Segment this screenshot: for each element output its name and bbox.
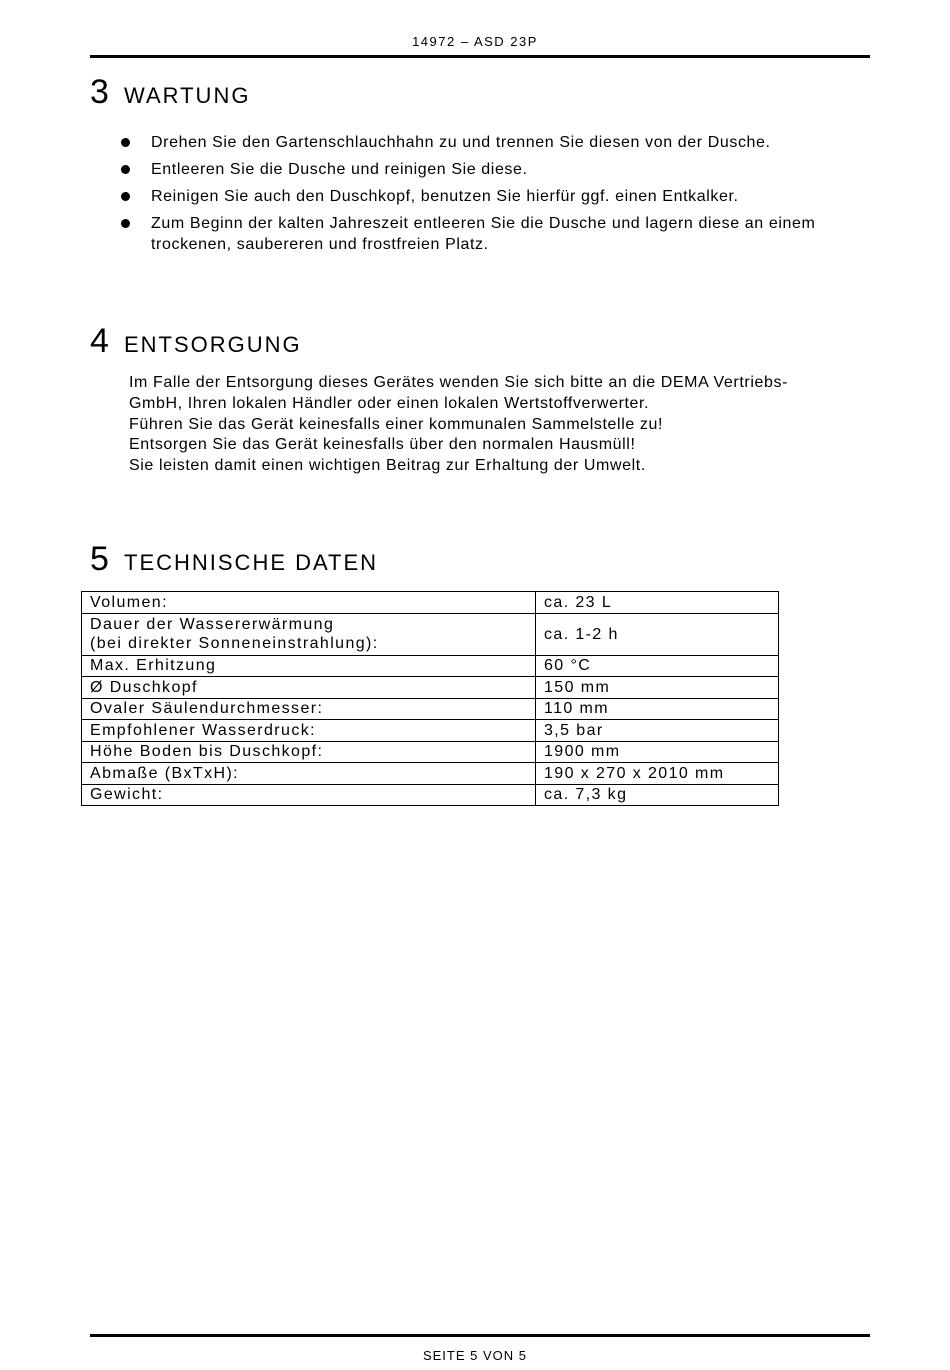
spec-label: [82, 613, 536, 655]
table-row: [82, 698, 779, 720]
spec-value: 1900 mm: [536, 741, 779, 763]
spec-value: ca. 23 L: [536, 592, 779, 614]
spec-label: Höhe Boden bis Duschkopf:: [82, 741, 536, 763]
bullet-icon: [121, 219, 130, 228]
spec-label: Ø Duschkopf: [82, 677, 536, 699]
table-row: [82, 655, 779, 677]
list-item-text: Drehen Sie den Gartenschlauchhahn zu und trennen Sie diesen von der Dusche.: [151, 134, 771, 151]
table-row: [82, 741, 779, 763]
spec-value: 190 x 270 x 2010 mm: [536, 763, 779, 785]
footer-rule: [90, 1334, 870, 1337]
spec-value: ca. 7,3 kg: [536, 784, 779, 806]
section-technische-daten-heading: [90, 540, 378, 579]
spec-value: ca. 1-2 h: [536, 613, 779, 655]
wartung-bullet-list: [118, 133, 858, 262]
list-item: [118, 214, 858, 255]
spec-label-line: Dauer der Wassererwärmung: [90, 616, 335, 633]
list-item: [118, 187, 858, 208]
spec-label: Gewicht:: [82, 784, 536, 806]
section-title: TECHNISCHE DATEN: [124, 550, 379, 575]
spec-label-line: (bei direkter Sonneneinstrahlung):: [90, 635, 379, 652]
spec-value: 3,5 bar: [536, 720, 779, 742]
table-row: [82, 613, 779, 655]
document-id-header: 14972 – ASD 23P: [412, 34, 538, 49]
spec-label: Max. Erhitzung: [82, 655, 536, 677]
header-rule: [90, 55, 870, 58]
paragraph-line: GmbH, Ihren lokalen Händler oder einen lokalen Wertstoffverwerter.: [129, 394, 650, 412]
table-row: [82, 592, 779, 614]
section-number: 3: [90, 73, 109, 111]
table-row: [82, 784, 779, 806]
spec-value: 60 °C: [536, 655, 779, 677]
bullet-icon: [121, 165, 130, 174]
bullet-icon: [121, 192, 130, 201]
section-wartung-heading: [90, 73, 250, 112]
bullet-icon: [121, 138, 130, 147]
list-item-text: Entleeren Sie die Dusche und reinigen Sie diese.: [151, 161, 528, 178]
list-item: [118, 160, 858, 181]
section-title: ENTSORGUNG: [124, 332, 302, 357]
spec-label: Empfohlener Wasserdruck:: [82, 720, 536, 742]
spec-label: Abmaße (BxTxH):: [82, 763, 536, 785]
section-number: 4: [90, 322, 109, 360]
paragraph-line: Entsorgen Sie das Gerät keinesfalls über den normalen Hausmüll!: [129, 436, 636, 454]
spec-label: Volumen:: [82, 592, 536, 614]
spec-label: Ovaler Säulendurchmesser:: [82, 698, 536, 720]
paragraph-line: Im Falle der Entsorgung dieses Gerätes wenden Sie sich bitte an die DEMA Vertriebs-: [129, 374, 788, 391]
table-row: [82, 763, 779, 785]
paragraph-line: Sie leisten damit einen wichtigen Beitrag zur Erhaltung der Umwelt.: [129, 457, 646, 475]
list-item-text: Zum Beginn der kalten Jahreszeit entleeren Sie die Dusche und lagern diese an einem trockenen, saubereren und frostfreien Platz.: [151, 215, 816, 253]
section-title: WARTUNG: [124, 83, 251, 108]
technical-data-table: [81, 591, 779, 806]
table-row: [82, 720, 779, 742]
spec-value: 110 mm: [536, 698, 779, 720]
list-item: [118, 133, 858, 154]
section-entsorgung-heading: [90, 322, 302, 361]
spec-value: 150 mm: [536, 677, 779, 699]
page-number-footer: SEITE 5 VON 5: [422, 1348, 528, 1363]
list-item-text: Reinigen Sie auch den Duschkopf, benutzen Sie hierfür ggf. einen Entkalker.: [151, 188, 739, 205]
table-row: [82, 677, 779, 699]
paragraph-line: Führen Sie das Gerät keinesfalls einer kommunalen Sammelstelle zu!: [129, 415, 664, 433]
section-number: 5: [90, 540, 109, 578]
entsorgung-paragraph: [129, 373, 869, 477]
